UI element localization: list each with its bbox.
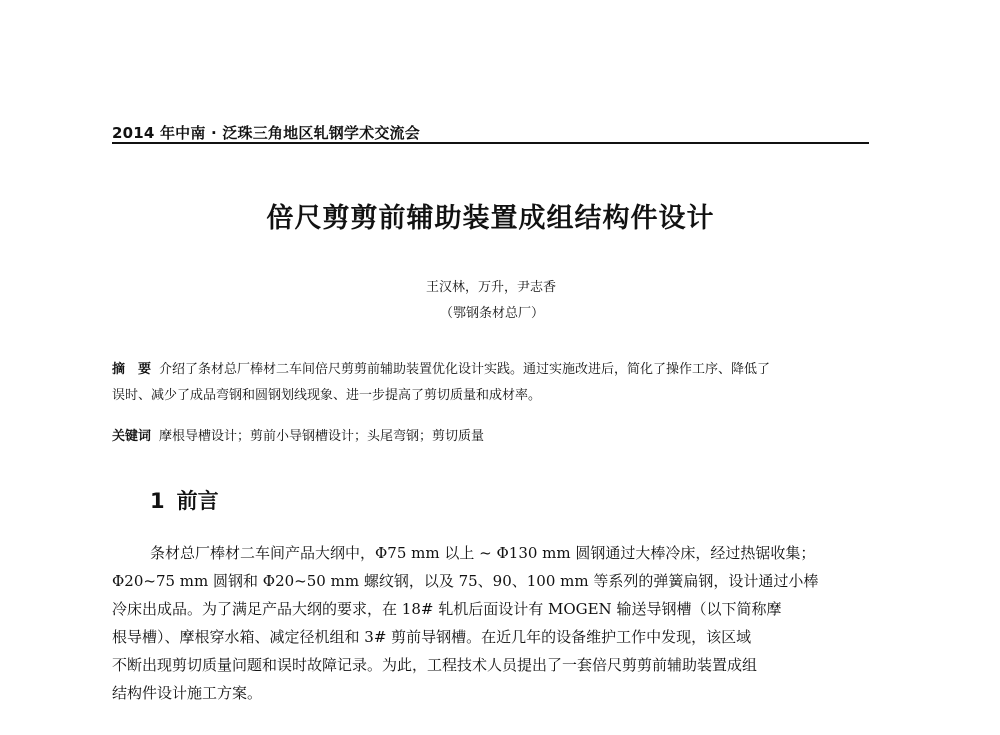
keywords [112, 425, 484, 444]
keywords-text: 摩根导槽设计；剪前小导钢槽设计；头尾弯钢；剪切质量 [159, 429, 485, 444]
abstract-line: 误时、减少了成品弯钢和圆钢划线现象、进一步提高了剪切质量和成材率。 [112, 388, 542, 403]
body-line: 结构件设计施工方案。 [112, 684, 263, 702]
section-title: 前言 [176, 489, 219, 513]
paper-affiliation: （鄂钢条材总厂） [439, 306, 544, 321]
abstract-text: 介绍了条材总厂棒材二车间倍尺剪剪前辅助装置优化设计实践。通过实施改进后，简化了操作工序、降低了 [159, 362, 771, 377]
body-line: 不断出现剪切质量问题和误时故障记录。为此，工程技术人员提出了一套倍尺剪剪前辅助装置成组 [112, 656, 758, 674]
section-heading [150, 485, 219, 515]
abstract-line [112, 357, 872, 383]
keywords-label: 关键词 [112, 429, 152, 444]
body-line: 条材总厂棒材二车间产品大纲中，Φ75 mm 以上 ~ Φ130 mm 圆钢通过大棒冷床，经过热锯收集； [150, 544, 816, 562]
paper-title: 倍尺剪剪前辅助装置成组结构件设计 [266, 203, 715, 234]
header-rule [112, 142, 869, 144]
body-line: Φ20~75 mm 圆钢和 Φ20~50 mm 螺纹钢，以及 75、90、100 mm 等系列的弹簧扁钢，设计通过小棒 [112, 572, 819, 590]
section-body [112, 539, 877, 707]
conference-header: 2014 年中南 · 泛珠三角地区轧钢学术交流会 [112, 124, 420, 142]
body-line: 冷床出成品。为了满足产品大纲的要求，在 18# 轧机后面设计有 MOGEN 输送导钢槽（以下简称摩 [112, 600, 782, 618]
section-number: 1 [150, 489, 165, 513]
abstract-label: 摘 要 [112, 362, 152, 377]
paper-authors: 王汉林，万升，尹志香 [425, 280, 556, 295]
body-line: 根导槽）、摩根穿水箱、减定径机组和 3# 剪前导钢槽。在近几年的设备维护工作中发现，该区域 [112, 628, 752, 646]
abstract [112, 357, 872, 409]
